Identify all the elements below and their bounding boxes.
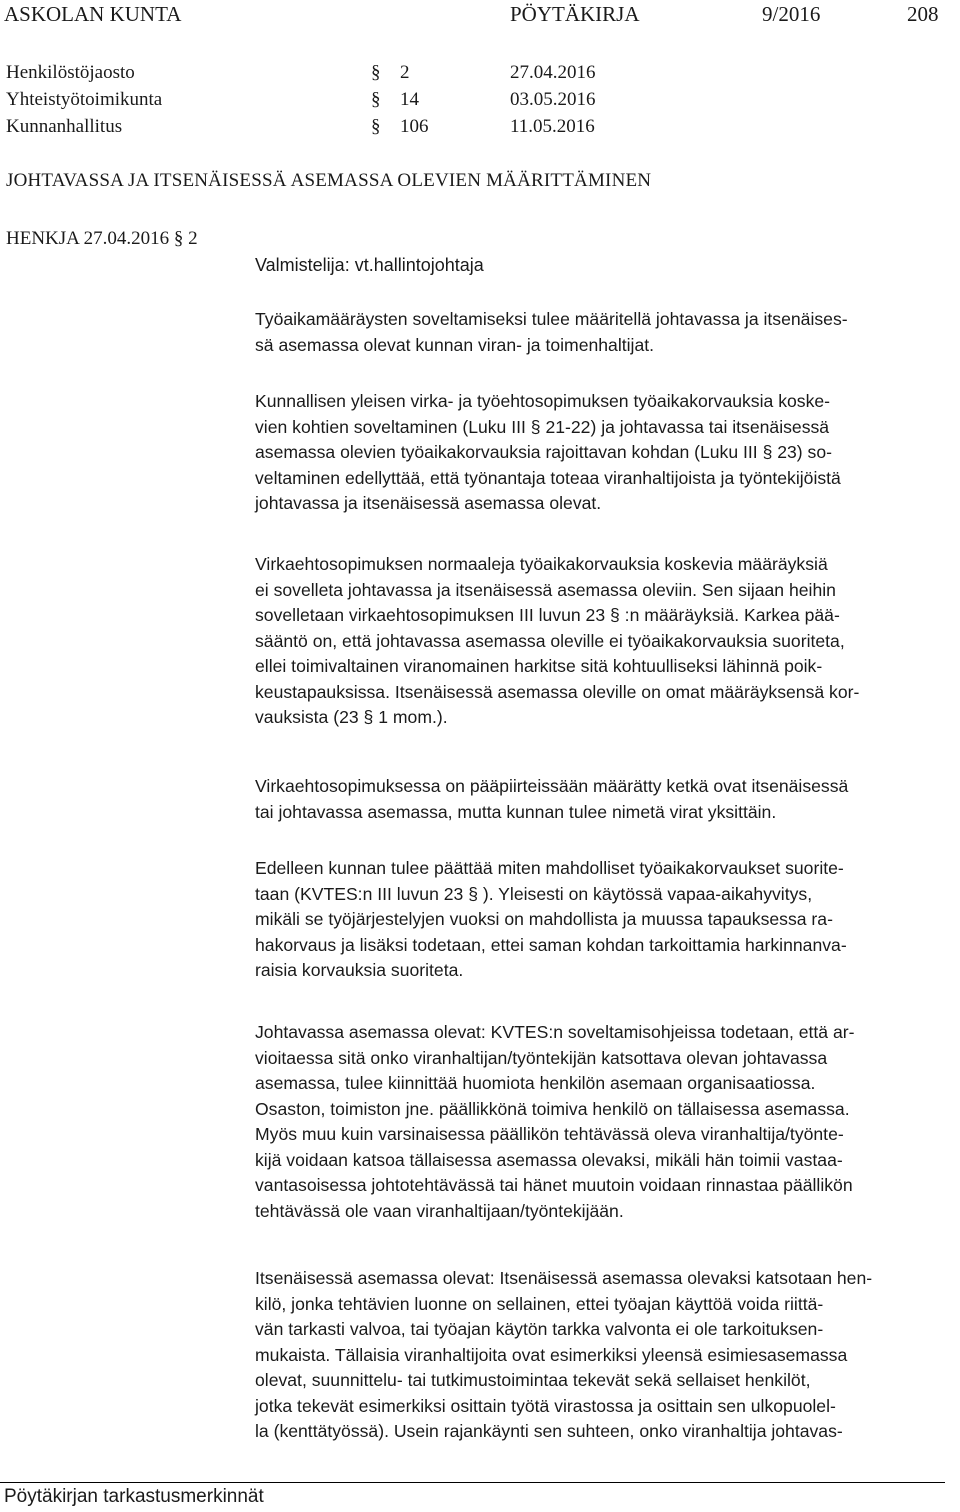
paragraph-line: sääntö on, että johtavassa asemassa oleville ei työaikakorvauksia suoriteta,: [255, 630, 845, 651]
paragraph-line: asemassa, tulee kiinnittää huomiota henkilön asemaan organisaatiossa.: [255, 1073, 816, 1093]
paragraph-1: [255, 307, 957, 358]
paragraph-line: Johtavassa asemassa olevat: KVTES:n soveltamisohjeissa todetaan, että ar-: [255, 1022, 855, 1042]
footer-divider: [0, 1482, 945, 1483]
paragraph-line: sä asemassa olevat kunnan viran- ja toimenhaltijat.: [255, 334, 655, 355]
paragraph-line: vän tarkasti valvoa, tai työajan käytön tarkka valvonta ei ole tarkoituksen-: [255, 1319, 824, 1339]
paragraph-2: [255, 389, 957, 517]
page-number: 208: [907, 2, 939, 26]
document-type: PÖYTÄKIRJA: [510, 2, 640, 26]
paragraph-line: vantasoisessa johtotehtävässä tai hänet muutoin voidaan rinnastaa päällikön: [255, 1175, 853, 1195]
paragraph-5: [255, 856, 957, 984]
paragraph-line: taan (KVTES:n III luvun 23 § ). Yleisesti on käytössä vapaa-aikahyvitys,: [255, 883, 813, 904]
paragraph-6: [255, 1020, 957, 1224]
meeting-section-number: 14: [400, 89, 419, 110]
paragraph-line: Virkaehtosopimuksen normaaleja työaikakorvauksia koskevia määräyksiä: [255, 554, 828, 574]
agenda-item-title: JOHTAVASSA JA ITSENÄISESSÄ ASEMASSA OLEVIEN MÄÄRITTÄMINEN: [6, 170, 652, 191]
paragraph-line: vioitaessa sitä onko viranhaltijan/työntekijän katsottava olevan johtavassa: [255, 1047, 828, 1068]
paragraph-line: tai johtavassa asemassa, mutta kunnan tulee nimetä virat yksittäin.: [255, 801, 777, 822]
paragraph-line: kilö, jonka tehtävien luonne on sellainen, ettei työajan käyttöä voida riittä-: [255, 1293, 824, 1314]
paragraph-line: hakorvaus ja lisäksi todetaan, ettei saman kohdan tarkoittamia harkinnanva-: [255, 934, 847, 955]
paragraph-line: Edelleen kunnan tulee päättää miten mahdolliset työaikakorvaukset suorite-: [255, 858, 844, 878]
paragraph-line: vien kohtien soveltaminen (Luku III § 21-22) ja johtavassa tai itsenäisessä: [255, 416, 830, 437]
paragraph-line: Itsenäisessä asemassa olevat: Itsenäisessä asemassa olevaksi katsotaan hen-: [255, 1268, 873, 1288]
section-symbol: §: [173, 228, 184, 249]
paragraph-line: la (kenttätyössä). Usein rajankäynti sen suhteen, onko viranhaltija johtavas-: [255, 1421, 843, 1441]
reference-line: [6, 228, 198, 250]
footer-label: Pöytäkirjan tarkastusmerkinnät: [4, 1486, 264, 1507]
document-number: 9/2016: [762, 2, 821, 26]
paragraph-line: tehtävässä ole vaan viranhaltijaan/työntekijään.: [255, 1200, 624, 1221]
paragraph-line: ei sovelleta johtavassa ja itsenäisessä asemassa oleviin. Sen sijaan heihin: [255, 579, 836, 600]
paragraph-line: Virkaehtosopimuksessa on pääpiirteissään määrätty ketkä ovat itsenäisessä: [255, 776, 849, 796]
section-symbol: §: [371, 116, 381, 137]
paragraph-3: [255, 552, 957, 731]
paragraph-line: jotka tekevät esimerkiksi osittain työtä virastossa ja osittain sen ulkopuolel-: [255, 1395, 836, 1416]
meeting-section-number: 2: [400, 62, 410, 83]
paragraph-line: Kunnallisen yleisen virka- ja työehtosopimuksen työaikakorvauksia koske-: [255, 391, 831, 411]
paragraph-line: olevat, suunnittelu- tai tutkimustoimintaa tekevät sekä sellaiset henkilöt,: [255, 1370, 811, 1390]
paragraph-line: johtavassa ja itsenäisessä asemassa olevat.: [255, 493, 602, 513]
meeting-body: Kunnanhallitus: [6, 116, 123, 137]
meeting-date: 03.05.2016: [510, 89, 596, 110]
paragraph-line: mikäli se työjärjestelyjen vuoksi on mahdollista ja muussa tapauksessa ra-: [255, 909, 833, 929]
paragraph-line: ellei toimivaltainen viranomainen harkitse sitä kohtuulliseksi lähinnä poik-: [255, 656, 823, 676]
paragraph-line: Myös muu kuin varsinaisessa päällikön tehtävässä oleva viranhaltija/työnte-: [255, 1124, 844, 1144]
meeting-section-number: 106: [400, 116, 429, 137]
municipality-name: ASKOLAN KUNTA: [4, 2, 182, 26]
meeting-date: 11.05.2016: [510, 116, 595, 137]
paragraph-line: Osaston, toimiston jne. päällikkönä toimiva henkilö on tällaisessa asemassa.: [255, 1098, 850, 1119]
paragraph-line: asemassa olevien työaikakorvauksia rajoittavan kohdan (Luku III § 23) so-: [255, 442, 832, 462]
paragraph-line: mukaista. Tällaisia viranhaltijoita ovat esimerkiksi yleensä esimiesasemassa: [255, 1344, 848, 1365]
section-symbol: §: [371, 89, 381, 110]
paragraph-7: [255, 1266, 957, 1445]
paragraph-line: keustapauksissa. Itsenäisessä asemassa oleville on omat määräyksensä kor-: [255, 681, 860, 702]
meeting-body: Yhteistyötoimikunta: [6, 89, 163, 110]
reference-prefix: HENKJA 27.04.2016: [6, 228, 170, 249]
paragraph-line: sovelletaan virkaehtosopimuksen III luvun 23 § :n määräyksiä. Karkea pää-: [255, 605, 840, 625]
meeting-date: 27.04.2016: [510, 62, 596, 83]
paragraph-line: vauksista (23 § 1 mom.).: [255, 707, 448, 727]
reference-number: 2: [188, 228, 198, 249]
paragraph-line: kijä voidaan katsoa tällaisessa asemassa olevaksi, mikäli hän toimii vastaa-: [255, 1149, 843, 1170]
paragraph-line: Työaikamääräysten soveltamiseksi tulee määritellä johtavassa ja itsenäises-: [255, 309, 848, 329]
paragraph-line: veltaminen edellyttää, että työnantaja toteaa viranhaltijoista ja työntekijöistä: [255, 467, 841, 488]
meeting-body: Henkilöstöjaosto: [6, 62, 135, 83]
paragraph-line: raisia korvauksia suoriteta.: [255, 960, 464, 980]
preparer: Valmistelija: vt.hallintojohtaja: [255, 255, 484, 275]
section-symbol: §: [371, 62, 381, 83]
paragraph-4: [255, 774, 957, 825]
